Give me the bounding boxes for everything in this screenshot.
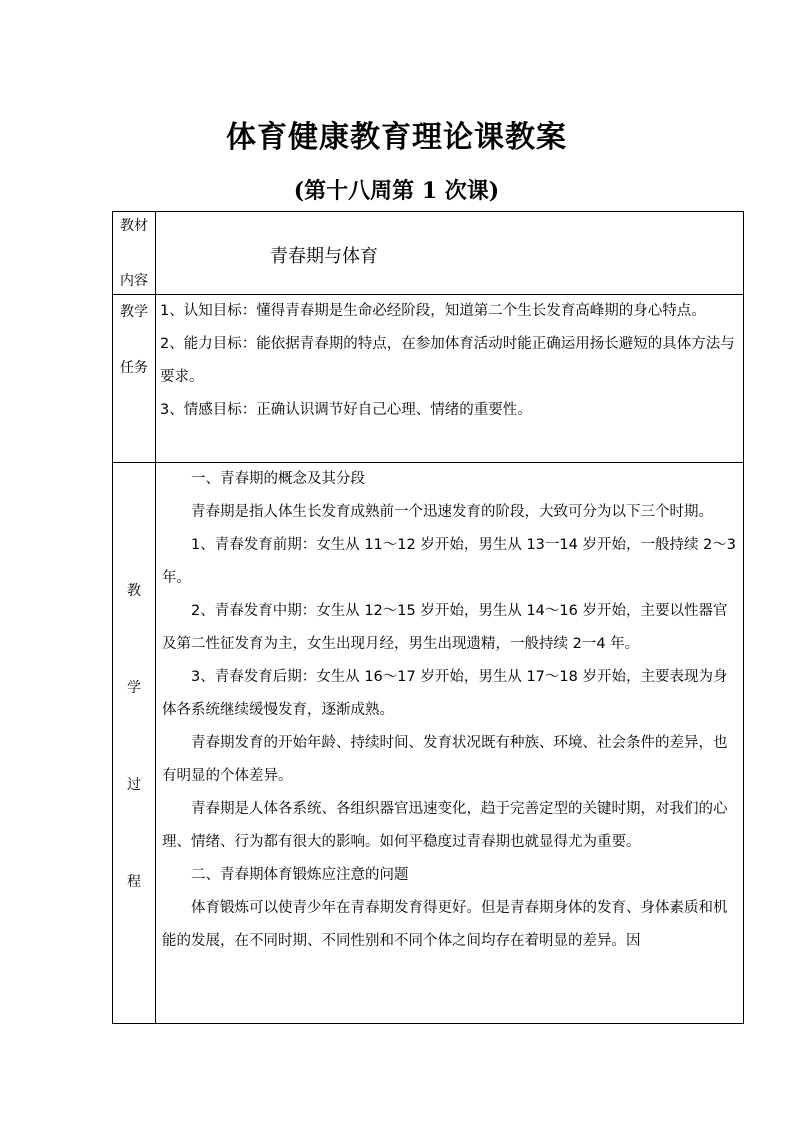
row-label-process bbox=[113, 463, 156, 1024]
label-char: 过 bbox=[127, 777, 141, 793]
label-text: 教材 bbox=[120, 218, 148, 234]
label-char: 程 bbox=[127, 874, 141, 890]
paragraph: 2、青春发育中期：女生从 12～15 岁开始，男生从 14～16 岁开始，主要以性器官及第二性征发育为主，女生出现月经，男生出现遗精，一般持续 2一4 年。 bbox=[162, 603, 728, 652]
lesson-plan-table bbox=[112, 211, 744, 1024]
label-text: 任务 bbox=[120, 360, 148, 376]
objective-item: 1、认知目标：懂得青春期是生命必经阶段，知道第二个生长发育高峰期的身心特点。 bbox=[160, 303, 706, 319]
section-heading: 一、青春期的概念及其分段 bbox=[191, 471, 365, 487]
paragraph: 青春期发育的开始年龄、持续时间、发育状况既有种族、环境、社会条件的差异，也有明显的个体差异。 bbox=[162, 735, 728, 784]
label-char: 学 bbox=[127, 680, 141, 696]
paragraph: 3、青春发育后期：女生从 16～17 岁开始，男生从 17～18 岁开始，主要表现为身体各系统继续缓慢发育，逐渐成熟。 bbox=[162, 669, 728, 718]
objectives-cell bbox=[156, 295, 744, 463]
process-cell bbox=[156, 463, 744, 1024]
paragraph: 1、青春发育前期：女生从 11～12 岁开始，男生从 13一14 岁开始，一般持续 2～3 年。 bbox=[162, 537, 737, 586]
row-label-objectives bbox=[113, 295, 156, 463]
table-row bbox=[113, 463, 744, 1024]
objective-item: 2、能力目标：能依据青春期的特点，在参加体育活动时能正确运用扬长避短的具体方法与要求。 bbox=[160, 336, 735, 385]
paragraph: 体育锻炼可以使青少年在青春期发育得更好。但是青春期身体的发育、身体素质和机能的发展，在不同时期、不同性别和不同个体之间均存在着明显的差异。因 bbox=[162, 900, 728, 949]
page-subtitle: (第十八周第 1 次课) bbox=[293, 178, 500, 204]
table-row bbox=[113, 295, 744, 463]
paragraph: 青春期是人体各系统、各组织器官迅速变化，趋于完善定型的关键时期，对我们的心理、情绪、行为都有很大的影响。如何平稳度过青春期也就显得尤为重要。 bbox=[162, 801, 728, 850]
objective-item: 3、情感目标：正确认识调节好自己心理、情绪的重要性。 bbox=[160, 402, 532, 418]
label-text: 教学 bbox=[120, 304, 148, 320]
row-label-textbook bbox=[113, 212, 156, 295]
table-row bbox=[113, 212, 744, 295]
label-char: 教 bbox=[127, 583, 141, 599]
lesson-topic: 青春期与体育 bbox=[270, 246, 378, 267]
textbook-content-cell bbox=[156, 212, 744, 295]
label-text: 内容 bbox=[120, 273, 148, 289]
paragraph: 青春期是指人体生长发育成熟前一个迅速发育的阶段，大致可分为以下三个时期。 bbox=[191, 504, 713, 520]
section-heading: 二、青春期体育锻炼应注意的问题 bbox=[191, 867, 409, 883]
page-title: 体育健康教育理论课教案 bbox=[226, 120, 567, 155]
